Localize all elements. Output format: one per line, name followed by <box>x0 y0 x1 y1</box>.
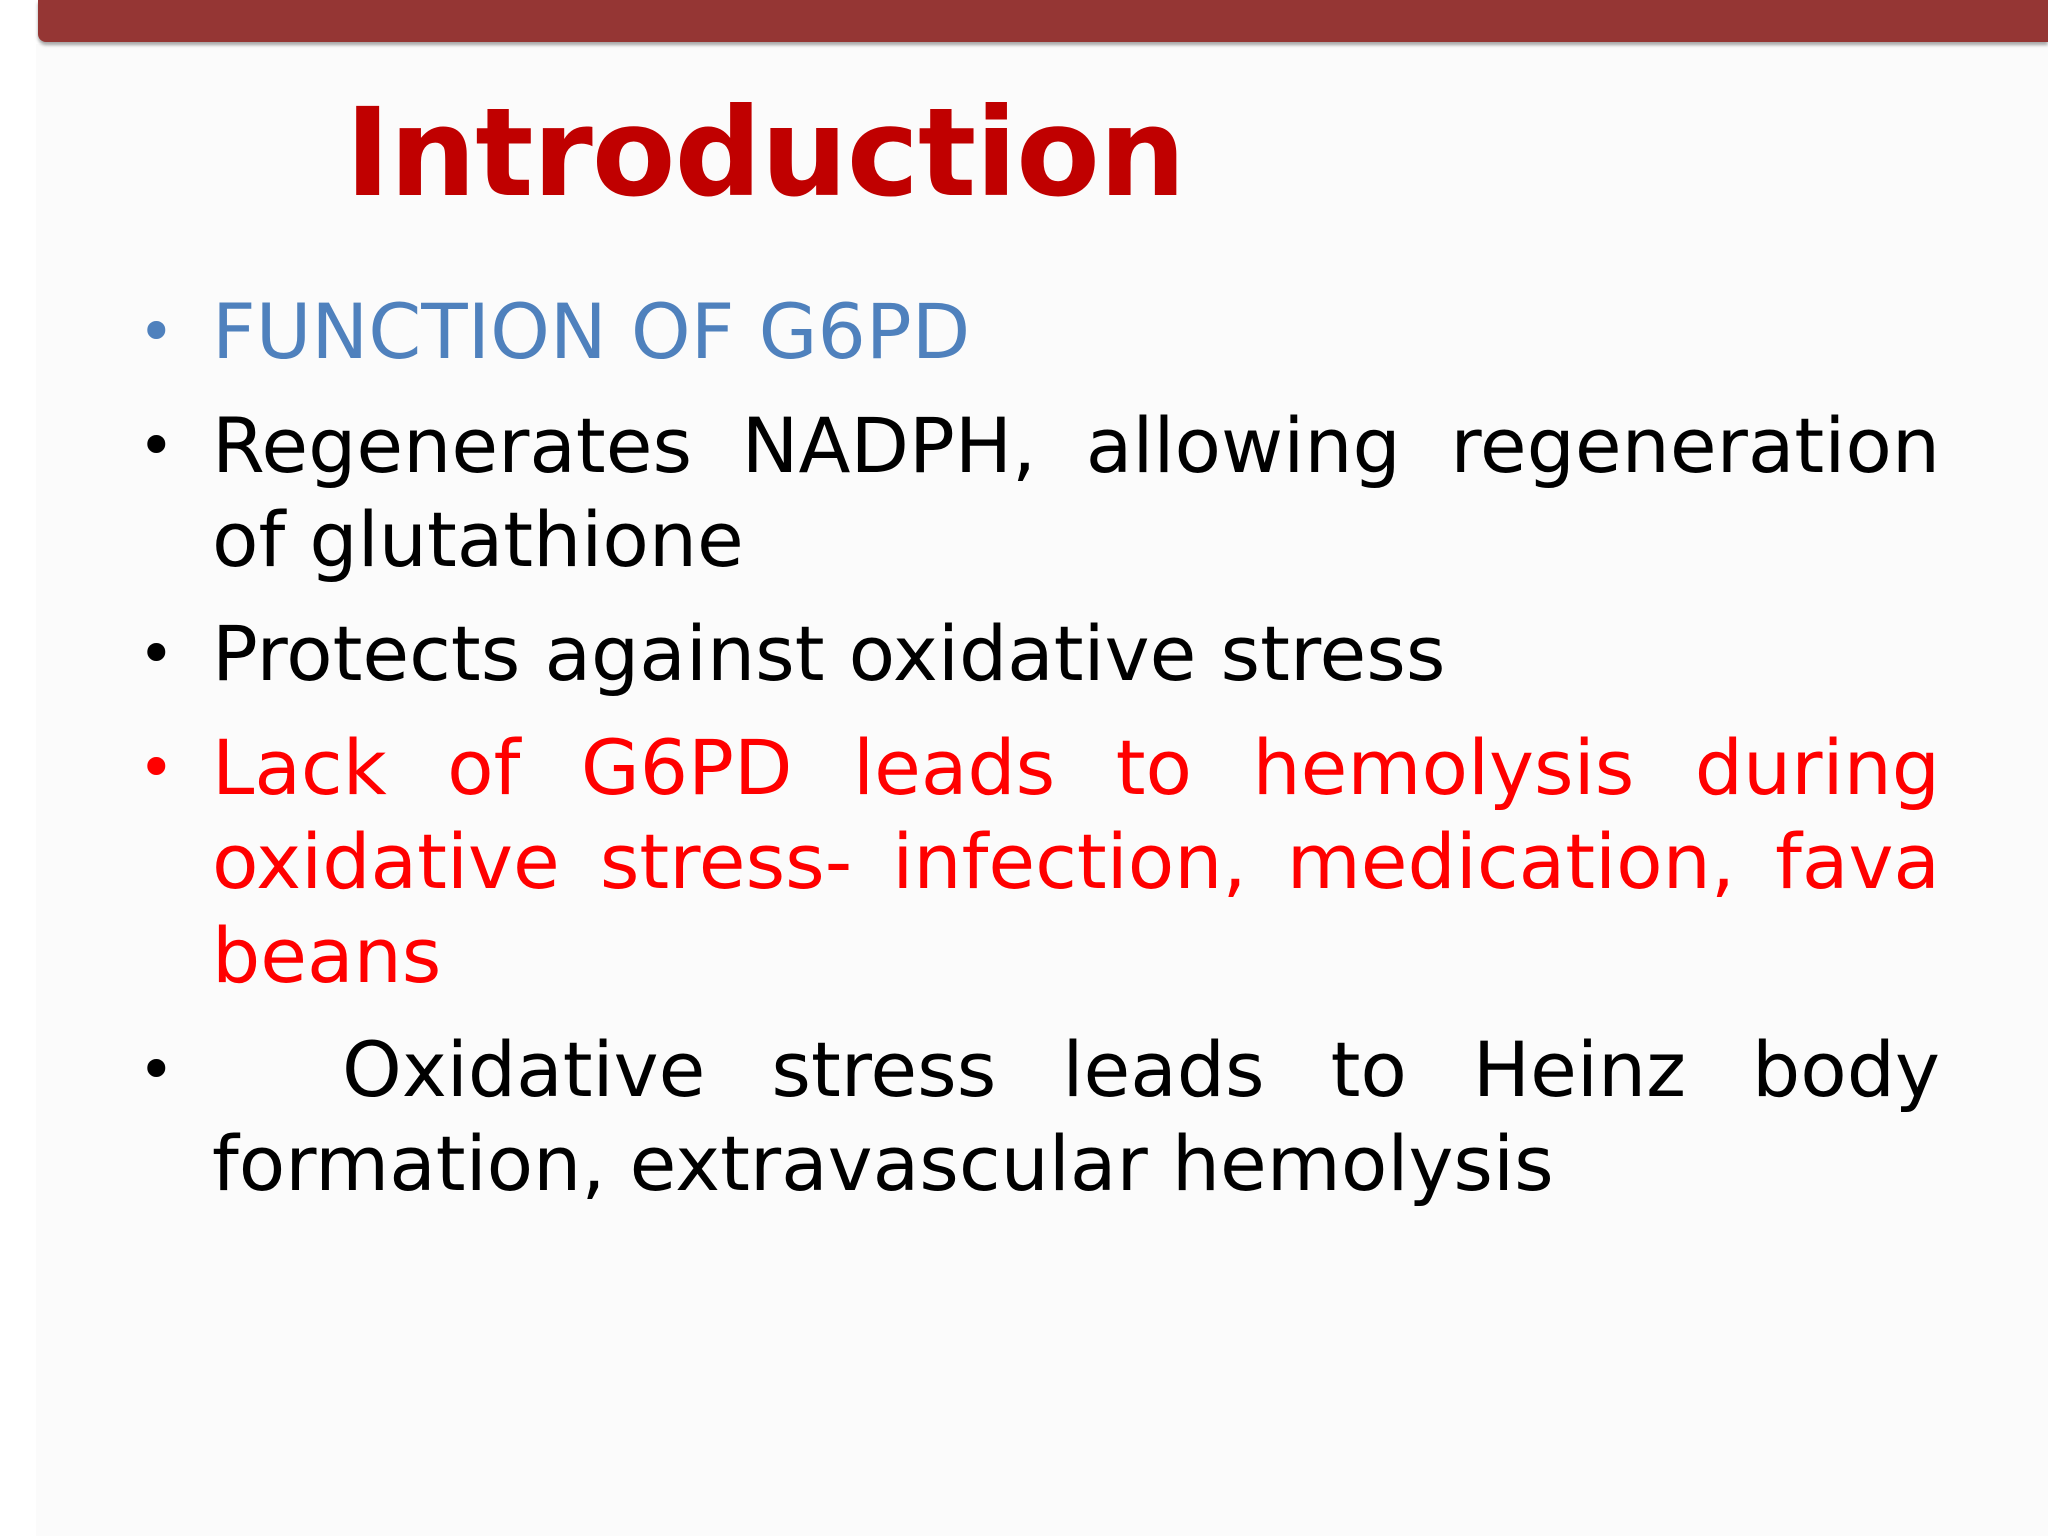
bullet-text: Regenerates NADPH, allowing regeneration of glutathione <box>212 401 1940 584</box>
bullet-item-oxidative-stress <box>130 1023 1940 1211</box>
slide-header-bar <box>38 0 2048 42</box>
bullet-item-function <box>130 285 1940 379</box>
bullet-item-protects <box>130 607 1940 701</box>
bullet-dot-icon: • <box>138 1033 175 1106</box>
bullet-dot-icon: • <box>138 409 175 482</box>
bullet-item-lack-of-g6pd <box>130 721 1940 1003</box>
bullet-item-regenerates <box>130 399 1940 587</box>
bullet-text: Lack of G6PD leads to hemolysis during oxidative stress- infection, medication, fava beans <box>212 723 1940 1000</box>
slide-left-margin <box>0 0 36 1536</box>
bullet-text: Protects against oxidative stress <box>212 609 1446 698</box>
bullet-dot-icon: • <box>138 295 175 368</box>
bullet-list <box>130 285 1940 1231</box>
bullet-text: FUNCTION OF G6PD <box>212 287 971 376</box>
bullet-text: Oxidative stress leads to Heinz body formation, extravascular hemolysis <box>212 1025 1940 1208</box>
bullet-dot-icon: • <box>138 617 175 690</box>
bullet-dot-icon: • <box>138 731 175 804</box>
slide-title: Introduction <box>345 82 1185 224</box>
